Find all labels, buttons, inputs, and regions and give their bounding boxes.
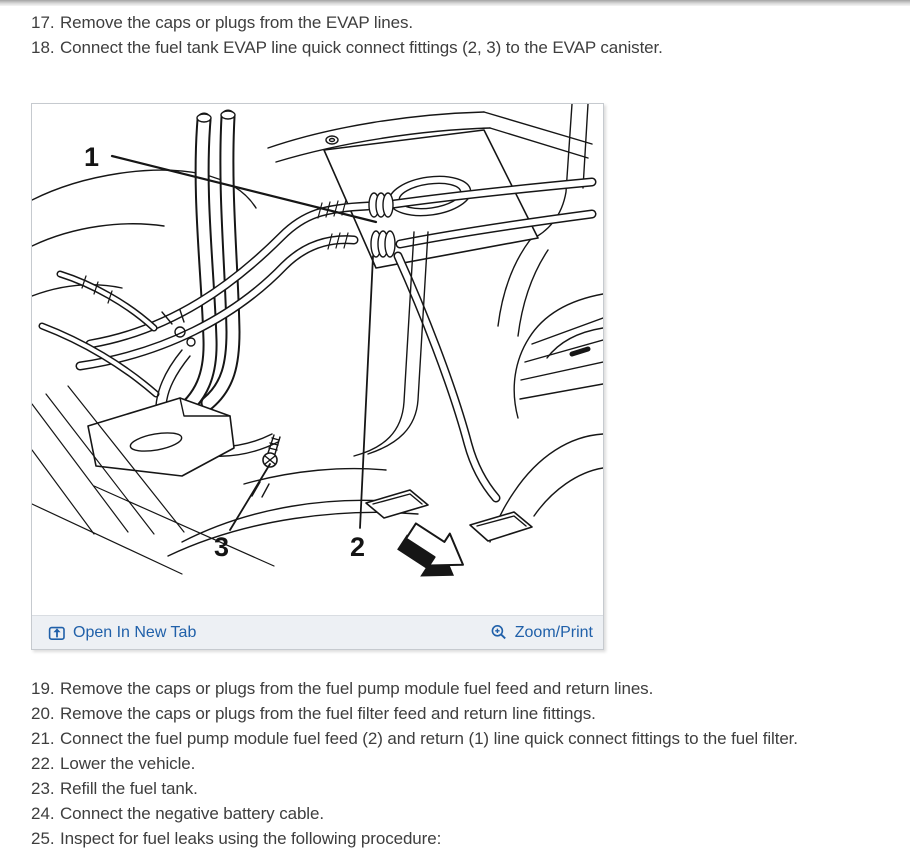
zoom-print-link[interactable] bbox=[490, 624, 593, 642]
step-text: Remove the caps or plugs from the fuel pump module fuel feed and return lines. bbox=[60, 679, 654, 698]
step-text: Connect the negative battery cable. bbox=[60, 804, 324, 823]
instruction-list-top bbox=[0, 10, 910, 60]
figure-panel bbox=[31, 103, 604, 650]
step-text: Inspect for fuel leaks using the following procedure: bbox=[60, 829, 442, 848]
step-text: Connect the fuel tank EVAP line quick connect fittings (2, 3) to the EVAP canister. bbox=[60, 38, 663, 57]
instruction-step bbox=[0, 10, 910, 35]
step-text: Connect the fuel pump module fuel feed (2) and return (1) line quick connect fittings to the fuel filter. bbox=[60, 729, 798, 748]
instruction-step bbox=[0, 776, 910, 801]
step-number: 23. bbox=[31, 779, 55, 798]
step-text: Remove the caps or plugs from the EVAP lines. bbox=[60, 13, 413, 32]
instruction-step bbox=[0, 35, 910, 60]
step-number: 20. bbox=[31, 704, 55, 723]
instruction-step bbox=[0, 826, 910, 851]
callout-3: 3 bbox=[214, 532, 230, 562]
callout-2: 2 bbox=[350, 532, 366, 562]
open-in-new-tab-icon bbox=[48, 624, 66, 642]
step-number: 18. bbox=[31, 38, 55, 57]
open-in-new-tab-label: Open In New Tab bbox=[73, 623, 197, 641]
step-number: 25. bbox=[31, 829, 55, 848]
instruction-step bbox=[0, 751, 910, 776]
step-number: 22. bbox=[31, 754, 55, 773]
step-number: 17. bbox=[31, 13, 55, 32]
step-number: 19. bbox=[31, 679, 55, 698]
leader-line-2 bbox=[360, 256, 373, 528]
instruction-step bbox=[0, 801, 910, 826]
diagram-image bbox=[32, 104, 603, 615]
callout-1: 1 bbox=[84, 142, 100, 172]
magnifier-plus-icon bbox=[490, 624, 508, 642]
step-text: Remove the caps or plugs from the fuel filter feed and return line fittings. bbox=[60, 704, 596, 723]
instruction-step bbox=[0, 701, 910, 726]
step-text: Lower the vehicle. bbox=[60, 754, 196, 773]
instruction-list-bottom bbox=[0, 676, 910, 851]
figure-toolbar bbox=[32, 615, 603, 649]
instruction-step bbox=[0, 726, 910, 751]
zoom-print-label: Zoom/Print bbox=[514, 623, 593, 641]
evap-line-diagram bbox=[32, 104, 603, 615]
instruction-step bbox=[0, 676, 910, 701]
step-number: 24. bbox=[31, 804, 55, 823]
top-divider-shadow bbox=[0, 0, 910, 6]
leader-line-3 bbox=[230, 464, 270, 530]
step-number: 21. bbox=[31, 729, 55, 748]
open-in-new-tab-link[interactable] bbox=[48, 624, 196, 642]
step-text: Refill the fuel tank. bbox=[60, 779, 198, 798]
